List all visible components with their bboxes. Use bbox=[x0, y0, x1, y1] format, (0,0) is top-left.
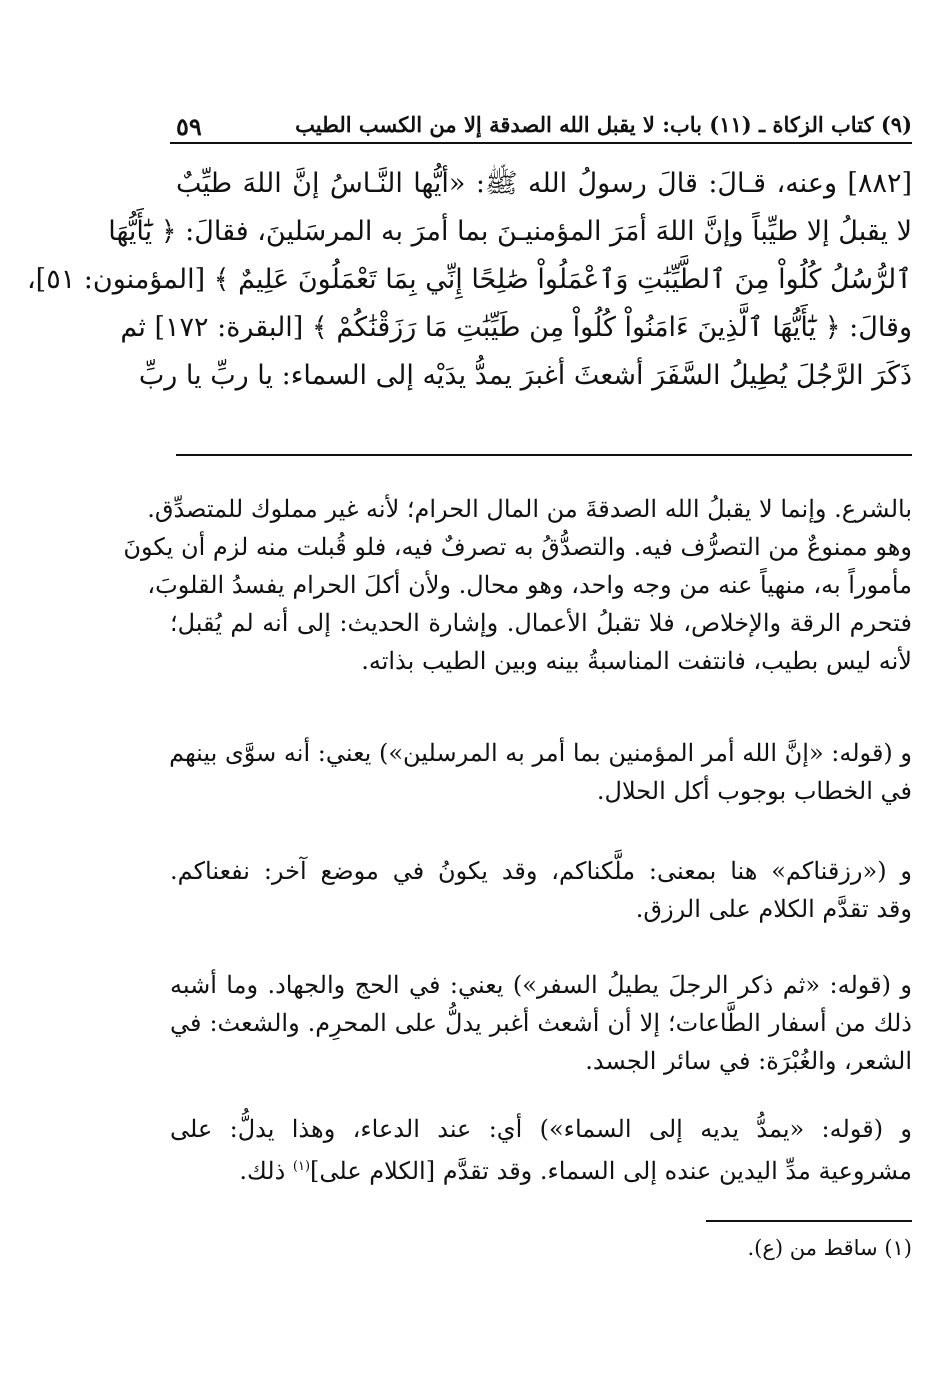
commentary-line: وهو ممنوعٌ من التصرُّف فيه. والتصدُّقُ به تصرفٌ فيه، فلو قُبلت منه لزم أن يكونَ bbox=[123, 533, 912, 561]
commentary-line: ذلك من أسفار الطَّاعات؛ إلا أن أشعث أغبر يدلُّ على المحرِم. والشعث: في bbox=[170, 1009, 912, 1037]
commentary-paragraph bbox=[170, 966, 912, 1080]
footnote-rule bbox=[706, 1220, 912, 1222]
commentary-text: مشروعية مدِّ اليدين عنده إلى السماء. وقد تقدَّم [الكلام على] bbox=[310, 1157, 912, 1185]
commentary-line: لأنه ليس بطيب، فانتفت المناسبةُ بينه وبين الطيب بذاته. bbox=[361, 647, 912, 675]
section-divider bbox=[176, 454, 912, 456]
footnote-marker: (١) bbox=[292, 1159, 311, 1174]
hadith-line: ذَكَرَ الرَّجُلَ يُطِيلُ السَّفَرَ أشعثَ أغبرَ يمدُّ يدَيْه إلى السماء: يا ربِّ يا ربِّ bbox=[138, 360, 912, 391]
commentary-text: ذلك. bbox=[239, 1157, 293, 1185]
running-header bbox=[170, 108, 912, 144]
commentary-line: و (قوله: «ثم ذكر الرجلَ يطيلُ السفر») يعني: في الحج والجهاد. وما أشبه bbox=[170, 971, 912, 999]
hadith-line: ٱلرُّسُلُ كُلُواْ مِنَ ٱلطَّيِّبَٰتِ وَٱعْمَلُواْ صَٰلِحًا إِنِّي بِمَا تَعْمَلُونَ عَلِيمٌ ﴾ [المؤمنون: ٥١]، bbox=[26, 264, 912, 295]
hadith-text bbox=[26, 160, 912, 400]
commentary-line: في الخطاب بوجوب أكل الحلال. bbox=[596, 777, 912, 805]
header-rule bbox=[170, 142, 912, 144]
page-number: ٥٩ bbox=[176, 112, 202, 141]
commentary-line bbox=[170, 1148, 912, 1190]
commentary-paragraph bbox=[170, 1110, 912, 1190]
commentary-line: و (قوله: «يمدُّ يديه إلى السماء») أي: عند الدعاء، وهذا يدلُّ: على bbox=[170, 1115, 912, 1143]
commentary-paragraph bbox=[170, 852, 912, 928]
commentary-line: و (قوله: «إنَّ الله أمر المؤمنين بما أمر به المرسلين») يعني: أنه سوَّى بينهم bbox=[169, 739, 912, 767]
hadith-line: [٨٨٢] وعنه، قـالَ: قالَ رسولُ الله ﷺ: «أيُّها النَّـاسُ إنَّ اللهَ طيِّبٌ bbox=[176, 168, 912, 199]
commentary-line: الشعر، والغُبْرَة: في سائر الجسد. bbox=[585, 1047, 912, 1075]
hadith-line: لا يقبلُ إلا طيِّباً وإنَّ اللهَ أمَرَ المؤمنيـنَ بما أمرَ به المرسَلينَ، فقالَ: ﴿ يَٰٓأَيُّهَا bbox=[108, 216, 912, 247]
commentary-line: و («رزقناكم» هنا بمعنى: ملَّكناكم، وقد يكونُ في موضع آخر: نفعناكم. bbox=[170, 857, 912, 885]
commentary-paragraph bbox=[170, 734, 912, 810]
commentary-line: بالشرع. وإنما لا يقبلُ الله الصدقةَ من المال الحرام؛ لأنه غير مملوك للمتصدِّق. bbox=[147, 495, 912, 523]
commentary-paragraph bbox=[123, 490, 912, 680]
footnote: (١) ساقط من (ع). bbox=[747, 1236, 912, 1260]
commentary-line: مأموراً به، منهياً عنه من وجه واحد، وهو محال. ولأن أكلَ الحرام يفسدُ القلوبَ، bbox=[147, 571, 912, 599]
hadith-line: وقالَ: ﴿ يَٰٓأَيُّهَا ٱلَّذِينَ ءَامَنُواْ كُلُواْ مِن طَيِّبَٰتِ مَا رَزَقْنَٰكُمْ ﴾ [البقرة: ١٧٢] ثم bbox=[120, 312, 912, 343]
commentary-line: وقد تقدَّم الكلام على الرزق. bbox=[635, 895, 912, 923]
commentary-line: فتحرم الرقة والإخلاص، فلا تقبلُ الأعمال. وإشارة الحديث: إلى أنه لم يُقبل؛ bbox=[170, 609, 912, 637]
header-title: (٩) كتاب الزكاة ـ (١١) باب: لا يقبل الله الصدقة إلا من الكسب الطيب bbox=[295, 112, 912, 137]
